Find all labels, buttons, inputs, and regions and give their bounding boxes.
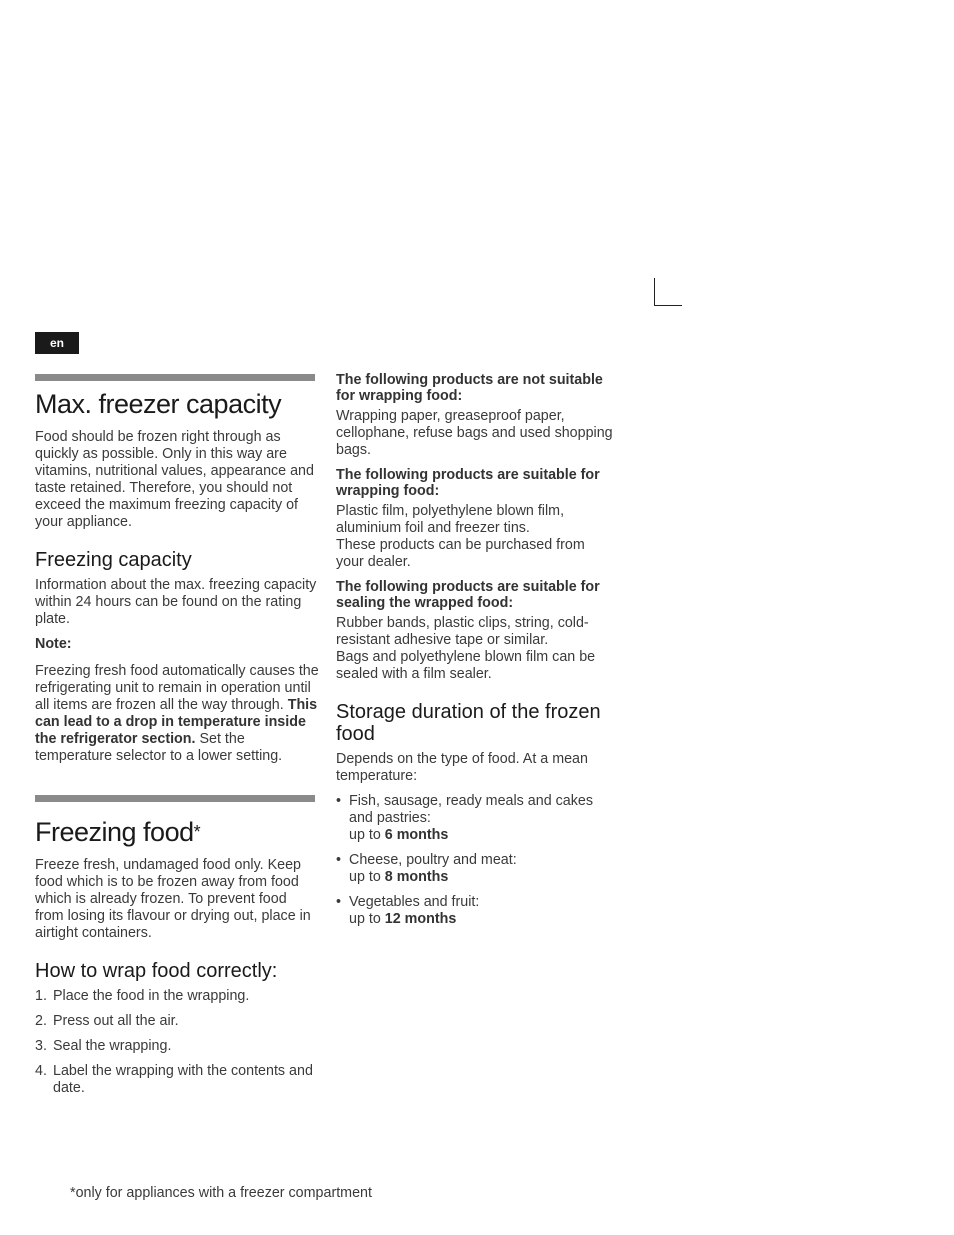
note-text-end: Set the temperature selector to a lower setting.: [35, 731, 283, 764]
crop-mark: [654, 278, 682, 306]
freezing-food-intro: Freeze fresh, undamaged food only. Keep food which is to be frozen away from food which is already frozen. To prevent food from losing its flavour or drying out, place in airtight containers.: [35, 857, 311, 941]
storage-list: [336, 793, 616, 928]
sealing-text: Rubber bands, plastic clips, string, cold-resistant adhesive tape or similar.: [336, 615, 589, 648]
right-column: [336, 372, 616, 936]
note-text-start: Freezing fresh food automatically causes the refrigerating unit to remain in operation until all items are frozen all the way through.: [35, 663, 319, 713]
freezing-capacity-text: Information about the max. freezing capacity within 24 hours can be found on the rating plate.: [35, 577, 317, 627]
list-item: • Fish, sausage, ready meals and cakes and pastries: up to 6 months: [336, 793, 593, 843]
note-label: Note:: [35, 636, 72, 652]
list-item: • Vegetables and fruit: up to 12 months: [336, 894, 480, 927]
suitable-text-2: These products can be purchased from your dealer.: [336, 537, 585, 570]
list-item: 4. Label the wrapping with the contents and date.: [35, 1063, 313, 1096]
section-bar: [35, 795, 315, 802]
wrap-food-title: How to wrap food correctly:: [35, 960, 278, 982]
not-suitable-text: Wrapping paper, greaseproof paper, cellophane, refuse bags and used shopping bags.: [336, 408, 613, 458]
section-bar: [35, 374, 315, 381]
suitable-heading: The following products are suitable for wrapping food:: [336, 467, 600, 499]
wrap-steps-list: [35, 988, 319, 1097]
note-text-bold: This can lead to a drop in temperature inside the refrigerator section.: [35, 697, 318, 747]
list-item: 3. Seal the wrapping.: [35, 1038, 172, 1054]
max-capacity-intro: Food should be frozen right through as quickly as possible. Only in this way are vitamins, nutritional values, appearance and taste retained. Therefore, you should not exceed the maximum freezing capacity of your appliance.: [35, 429, 314, 530]
footnote: *only for appliances with a freezer compartment: [70, 1185, 372, 1201]
left-column: [35, 374, 319, 1105]
list-item: • Cheese, poultry and meat: up to 8 months: [336, 852, 517, 885]
section-title-max-freezer-capacity: Max. freezer capacity: [35, 389, 282, 419]
list-item: 1. Place the food in the wrapping.: [35, 988, 250, 1004]
freezing-capacity-title: Freezing capacity: [35, 549, 192, 571]
language-tab: en: [35, 332, 79, 354]
not-suitable-heading: The following products are not suitable for wrapping food:: [336, 372, 603, 404]
section-title-freezing-food: [35, 816, 319, 848]
suitable-text: Plastic film, polyethylene blown film, aluminium foil and freezer tins.: [336, 503, 565, 536]
storage-intro: Depends on the type of food. At a mean temperature:: [336, 751, 588, 784]
list-item: 2. Press out all the air.: [35, 1013, 179, 1029]
footnote-mark: *: [193, 822, 201, 842]
storage-duration-title: Storage duration of the frozen food: [336, 701, 601, 745]
freezing-food-title-text: Freezing food: [35, 817, 194, 847]
note-paragraph: [35, 663, 319, 765]
sealing-text-2: Bags and polyethylene blown film can be sealed with a film sealer.: [336, 649, 596, 682]
sealing-heading: The following products are suitable for sealing the wrapped food:: [336, 579, 600, 611]
